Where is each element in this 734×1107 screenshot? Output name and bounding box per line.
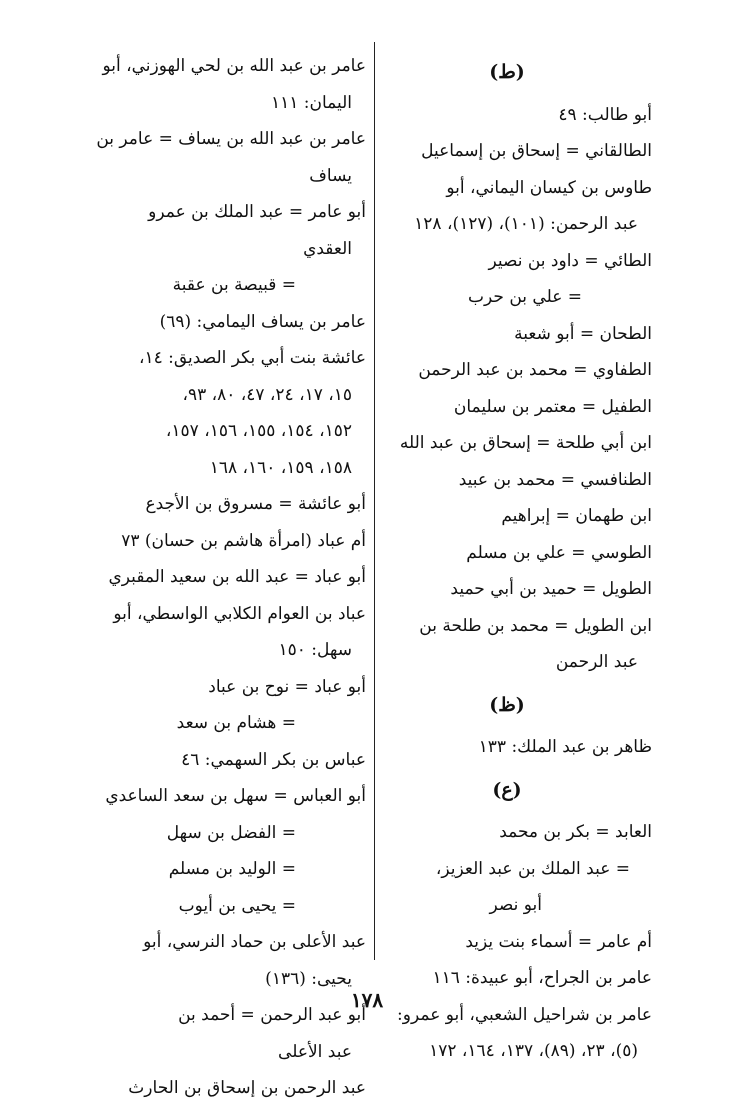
index-entry-line: عامر بن عبد الله بن يساف = عامر بن [96, 129, 366, 149]
index-entry-line: ظاهر بن عبد الملك: ١٣٣ [478, 737, 652, 757]
index-entry-line: عامر بن الجراح، أبو عبيدة: ١١٦ [432, 968, 652, 988]
index-entry-line: = قبيصة بن عقبة [172, 275, 296, 295]
index-entry-line: ابن الطويل = محمد بن طلحة بن [419, 615, 652, 636]
index-entry-line: أم عامر = أسماء بنت يزيد [465, 931, 652, 952]
index-entry-line: عامر بن يساف اليمامي: (٦٩) [159, 311, 366, 332]
index-column-left [76, 48, 366, 1107]
index-entry-line: الطويل = حميد بن أبي حميد [450, 579, 652, 599]
index-entry-line: عبد الأعلى [278, 1041, 352, 1062]
index-entry-line: = هشام بن سعد [176, 713, 296, 733]
index-entry-line: سهل: ١٥٠ [278, 640, 352, 660]
index-entry-line: عبد الرحمن بن إسحاق بن الحارث [128, 1078, 366, 1098]
index-entry-line: أبو طالب: ٤٩ [558, 104, 652, 125]
index-entry-line: أبو عبد الرحمن = أحمد بن [178, 1005, 366, 1025]
index-entry-line: ابن أبي طلحة = إسحاق بن عبد الله [399, 433, 652, 453]
index-entry-line: طاوس بن كيسان اليماني، أبو [446, 177, 652, 198]
index-entry-line: = عبد الملك بن عبد العزيز، [435, 858, 630, 879]
index-entry-line: ١٥٢، ١٥٤، ١٥٥، ١٥٦، ١٥٧، [165, 421, 352, 441]
index-column-right [362, 48, 652, 1070]
index-entry-line: (٥)، ٢٣، (٨٩)، ١٣٧، ١٦٤، ١٧٢ [429, 1041, 638, 1061]
index-entry-line: = علي بن حرب [468, 287, 582, 307]
page-number: ١٧٨ [350, 988, 384, 1012]
index-entry-line: أبو عباد = نوح بن عباد [208, 676, 366, 697]
index-entry-line: يساف [309, 165, 352, 186]
index-entry-line: أم عباد (امرأة هاشم بن حسان) ٧٣ [121, 530, 366, 551]
index-entry-line: الطنافسي = محمد بن عبيد [458, 469, 652, 490]
index-entry-line: عباس بن بكر السهمي: ٤٦ [181, 749, 366, 770]
index-entry-line: أبو عائشة = مسروق بن الأجدع [145, 494, 366, 514]
letter-heading: (ظ) [489, 693, 525, 716]
index-entry-line: الطائي = داود بن نصير [488, 250, 652, 271]
index-entry-line: ١٥٨، ١٥٩، ١٦٠، ١٦٨ [209, 457, 352, 478]
letter-heading: (ط) [489, 61, 525, 83]
index-entry-line: = الوليد بن مسلم [168, 859, 296, 879]
index-entry-line: أبو عامر = عبد الملك بن عمرو [148, 202, 366, 222]
index-entry-line: اليمان: ١١١ [270, 92, 352, 113]
index-entry-line: الطفيل = معتمر بن سليمان [453, 396, 652, 417]
index-entry-line: عبد الأعلى بن حماد النرسي، أبو [143, 932, 366, 952]
index-entry-line: أبو نصر [489, 895, 542, 915]
index-entry-line: الطفاوي = محمد بن عبد الرحمن [418, 360, 652, 380]
index-entry-line: الطحان = أبو شعبة [514, 323, 652, 344]
index-entry-line: الطوسي = علي بن مسلم [466, 542, 652, 563]
index-entry-line: = الفضل بن سهل [166, 822, 296, 843]
index-entry-line: = يحيى بن أيوب [178, 895, 296, 916]
index-entry-line: الطالقاني = إسحاق بن إسماعيل [421, 141, 652, 161]
index-entry-line: أبو عباد = عبد الله بن سعيد المقبري [108, 567, 366, 587]
index-entry-line: عبد الرحمن: (١٠١)، (١٢٧)، ١٢٨ [414, 214, 638, 234]
index-entry-line: العابد = بكر بن محمد [499, 822, 652, 842]
index-entry-line: ١٥، ١٧، ٢٤، ٤٧، ٨٠، ٩٣، [182, 384, 352, 405]
index-entry-line: عباد بن العوام الكلابي الواسطي، أبو [113, 603, 366, 624]
index-entry-line: ابن طهمان = إبراهيم [501, 506, 652, 526]
index-entry-line: عامر بن عبد الله بن لحي الهوزني، أبو [102, 56, 366, 76]
letter-heading: (ع) [492, 778, 522, 801]
index-entry-line: عبد الرحمن [555, 652, 638, 672]
index-entry-line: عامر بن شراحيل الشعبي، أبو عمرو: [397, 1004, 652, 1025]
column-divider [374, 42, 375, 960]
index-entry-line: العقدي [303, 238, 352, 259]
index-entry-line: يحيى: (١٣٦) [265, 968, 352, 989]
index-entry-line: عائشة بنت أبي بكر الصديق: ١٤، [138, 348, 366, 368]
index-entry-line: أبو العباس = سهل بن سعد الساعدي [105, 786, 366, 806]
